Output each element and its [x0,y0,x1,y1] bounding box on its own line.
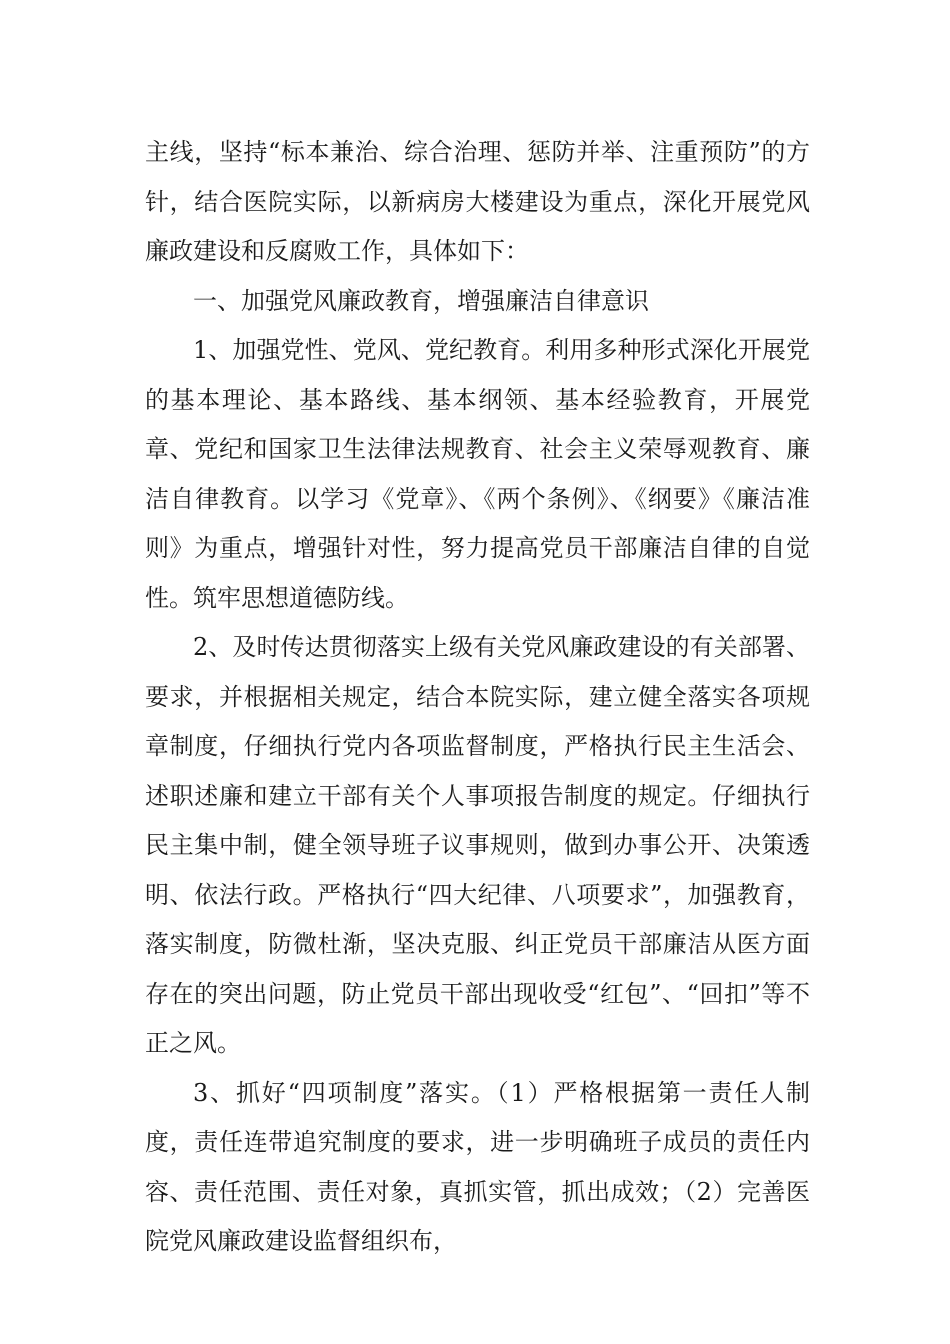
document-body [145,128,810,1267]
paragraph-continuation: 主线，坚持“标本兼治、综合治理、惩防并举、注重预防”的方针，结合医院实际，以新病房大楼建设为重点，深化开展党风廉政建设和反腐败工作，具体如下： [145,138,810,265]
section-heading: 一、加强党风廉政教育，增强廉洁自律意识 [193,286,649,315]
paragraph-item-2: 2、及时传达贯彻落实上级有关党风廉政建设的有关部署、要求，并根据相关规定，结合本院实际，建立健全落实各项规章制度，仔细执行党内各项监督制度，严格执行民主生活会、述职述廉和建立干部有关个人事项报告制度的规定。仔细执行民主集中制，健全领导班子议事规则，做到办事公开、决策透明、依法行政。严格执行“四大纪律、八项要求”，加强教育，落实制度，防微杜渐，坚决克服、纠正党员干部廉洁从医方面存在的突出问题，防止党员干部出现收受“红包”、“回扣”等不正之风。 [145,633,810,1057]
paragraph-item-1: 1、加强党性、党风、党纪教育。利用多种形式深化开展党的基本理论、基本路线、基本纲领、基本经验教育，开展党章、党纪和国家卫生法律法规教育、社会主义荣辱观教育、廉洁自律教育。以学习《党章》、《两个条例》、《纲要》《廉洁准则》为重点，增强针对性，努力提高党员干部廉洁自律的自觉性。筑牢思想道德防线。 [145,336,810,612]
paragraph-item-3: 3、抓好“四项制度”落实。（1）严格根据第一责任人制度，责任连带追究制度的要求，进一步明确班子成员的责任内容、责任范围、责任对象，真抓实管，抓出成效；（2）完善医院党风廉政建设监督组织布， [145,1078,810,1255]
